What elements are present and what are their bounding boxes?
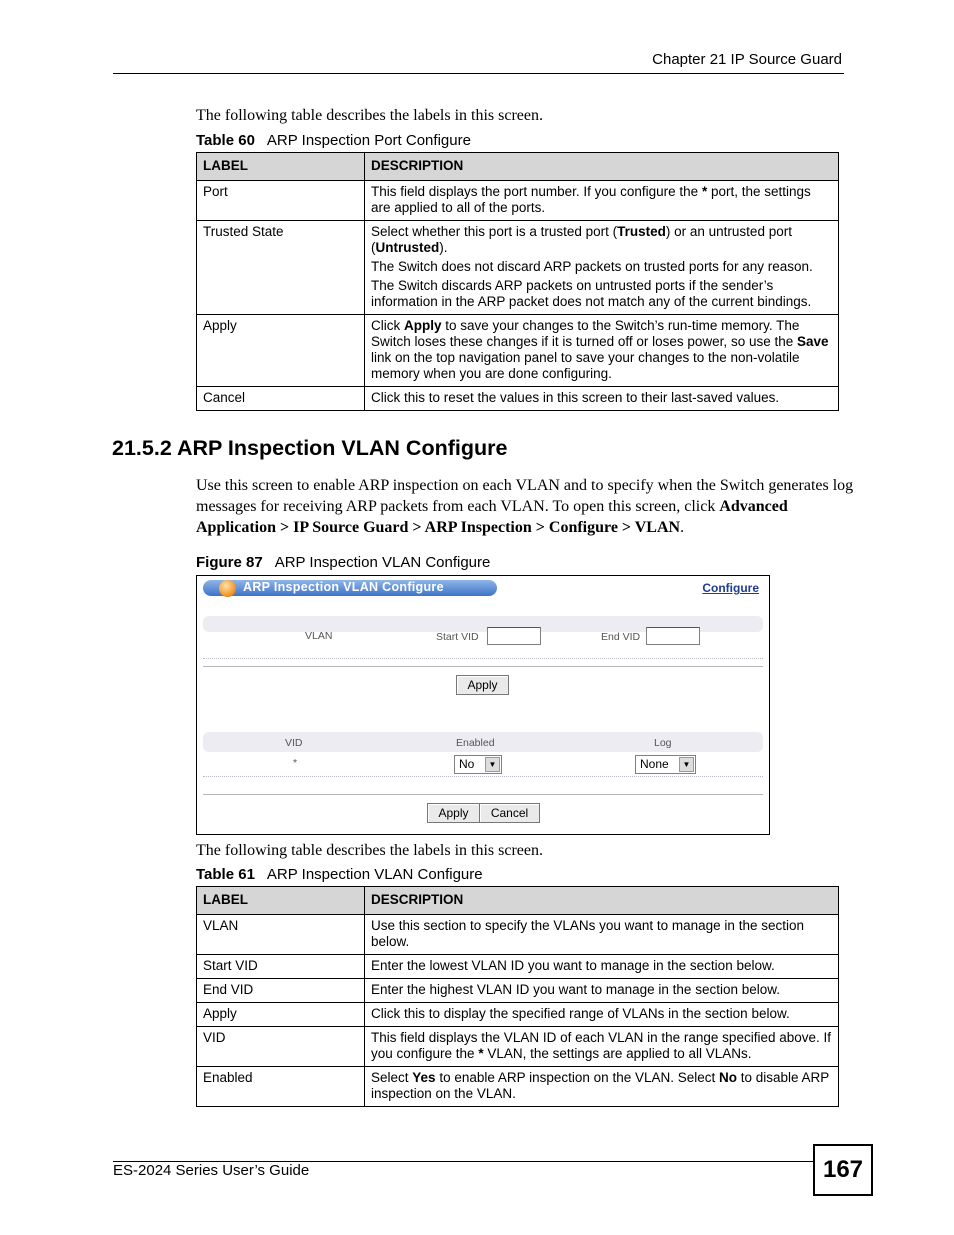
orb-icon [219,580,236,597]
table-60 [196,152,839,411]
log-value: None [640,757,669,771]
row-description [365,387,839,411]
apply-button-2[interactable]: Apply [427,803,480,823]
guide-title: ES-2024 Series User’s Guide [113,1162,310,1179]
end-vid-label: End VID [601,631,641,643]
figure-87-title: ARP Inspection VLAN Configure [274,554,491,571]
row-description [365,181,839,221]
row-label: Trusted State [197,221,365,315]
row-label: Cancel [197,387,365,411]
page-number: 167 [813,1144,873,1196]
arp-vlan-configure-screenshot [196,575,770,835]
table-row [197,181,839,221]
table-60-number: Table 60 [196,132,255,149]
col-description-header: DESCRIPTION [365,887,839,915]
configure-link[interactable]: Configure [702,581,759,595]
row-description: Use this section to specify the VLANs you want to manage in the section below. [365,915,839,955]
row-label: Enabled [197,1067,365,1107]
vid-value: * [293,757,298,769]
enabled-value: No [459,757,475,771]
table-row [197,315,839,387]
row-description: Click this to display the specified range of VLANs in the section below. [365,1003,839,1027]
end-vid-input[interactable] [646,627,700,645]
desc-text: The Switch discards ARP packets on untrusted ports if the sender’s information in the ARP packet does not match any of the current bindings. [371,278,812,309]
screen-title: ARP Inspection VLAN Configure [243,580,444,594]
row-description: This field displays the VLAN ID of each VLAN in the range specified above. If you configure the * VLAN, the settings are applied to all VLANs. [365,1027,839,1067]
table-60-caption [196,132,471,149]
table-row [197,221,839,315]
section-heading: 21.5.2 ARP Inspection VLAN Configure [112,436,508,460]
log-column-header: Log [654,737,672,749]
intro-text-1: The following table describes the labels in this screen. [196,107,544,124]
navigation-path: Advanced Application > IP Source Guard > ARP Inspection > Configure > VLAN [196,498,788,536]
paragraph-end: . [680,519,685,536]
paragraph-text: Use this screen to enable ARP inspection on each VLAN and to specify when the Switch generates log messages for receiving ARP packets from each VLAN. To open this screen, click [196,477,854,515]
divider [203,794,763,795]
desc-text: Select whether this port is a trusted port (Trusted) or an untrusted port (Untrusted). [371,224,792,255]
vid-column-header: VID [285,737,303,749]
desc-text: Click this to reset the values in this screen to their last-saved values. [371,390,780,405]
start-vid-label: Start VID [436,631,479,643]
desc-text: The Switch does not discard ARP packets on trusted ports for any reason. [371,259,813,274]
table-row [197,387,839,411]
divider [203,666,763,667]
cancel-button[interactable]: Cancel [479,803,540,823]
table-row [197,915,839,955]
row-label: VLAN [197,915,365,955]
row-label: Start VID [197,955,365,979]
table-row [197,1003,839,1027]
row-label: Apply [197,315,365,387]
row-description [365,315,839,387]
table-61 [196,886,839,1107]
table-row [197,1027,839,1067]
row-label: VID [197,1027,365,1067]
row-label: End VID [197,979,365,1003]
row-description [365,221,839,315]
chapter-header: Chapter 21 IP Source Guard [652,51,842,68]
apply-button-1[interactable]: Apply [456,675,509,695]
section-paragraph [196,475,856,538]
row-label: Port [197,181,365,221]
table-row [197,955,839,979]
row-description: Enter the highest VLAN ID you want to manage in the section below. [365,979,839,1003]
chevron-down-icon: ▼ [679,757,694,772]
table-61-number: Table 61 [196,866,255,883]
intro-text-2: The following table describes the labels in this screen. [196,842,544,859]
chevron-down-icon: ▼ [485,757,500,772]
start-vid-input[interactable] [487,627,541,645]
row-description: Select Yes to enable ARP inspection on the VLAN. Select No to disable ARP inspection on the VLAN. [365,1067,839,1107]
col-label-header: LABEL [197,153,365,181]
figure-87-caption [196,554,490,571]
table-61-title: ARP Inspection VLAN Configure [266,866,483,883]
table-60-title: ARP Inspection Port Configure [266,132,471,149]
table-header-row [197,153,839,181]
figure-87-number: Figure 87 [196,554,263,571]
table-61-caption [196,866,483,883]
col-label-header: LABEL [197,887,365,915]
row-description: Enter the lowest VLAN ID you want to manage in the section below. [365,955,839,979]
row-label: Apply [197,1003,365,1027]
enabled-column-header: Enabled [456,737,495,749]
table-row [197,979,839,1003]
log-select[interactable] [635,755,696,774]
table-row [197,1067,839,1107]
table-header-row [197,887,839,915]
col-description-header: DESCRIPTION [365,153,839,181]
desc-text: Click Apply to save your changes to the Switch’s run-time memory. The Switch loses these changes if it is turned off or loses power, so use the Save link on the top navigation panel to save your changes to the non-volatile memory when you are done configuring. [371,318,829,381]
vlan-label: VLAN [305,630,333,642]
header-divider [113,73,844,74]
desc-text: This field displays the port number. If you configure the * port, the settings are applied to all of the ports. [371,184,811,215]
enabled-select[interactable] [454,755,502,774]
